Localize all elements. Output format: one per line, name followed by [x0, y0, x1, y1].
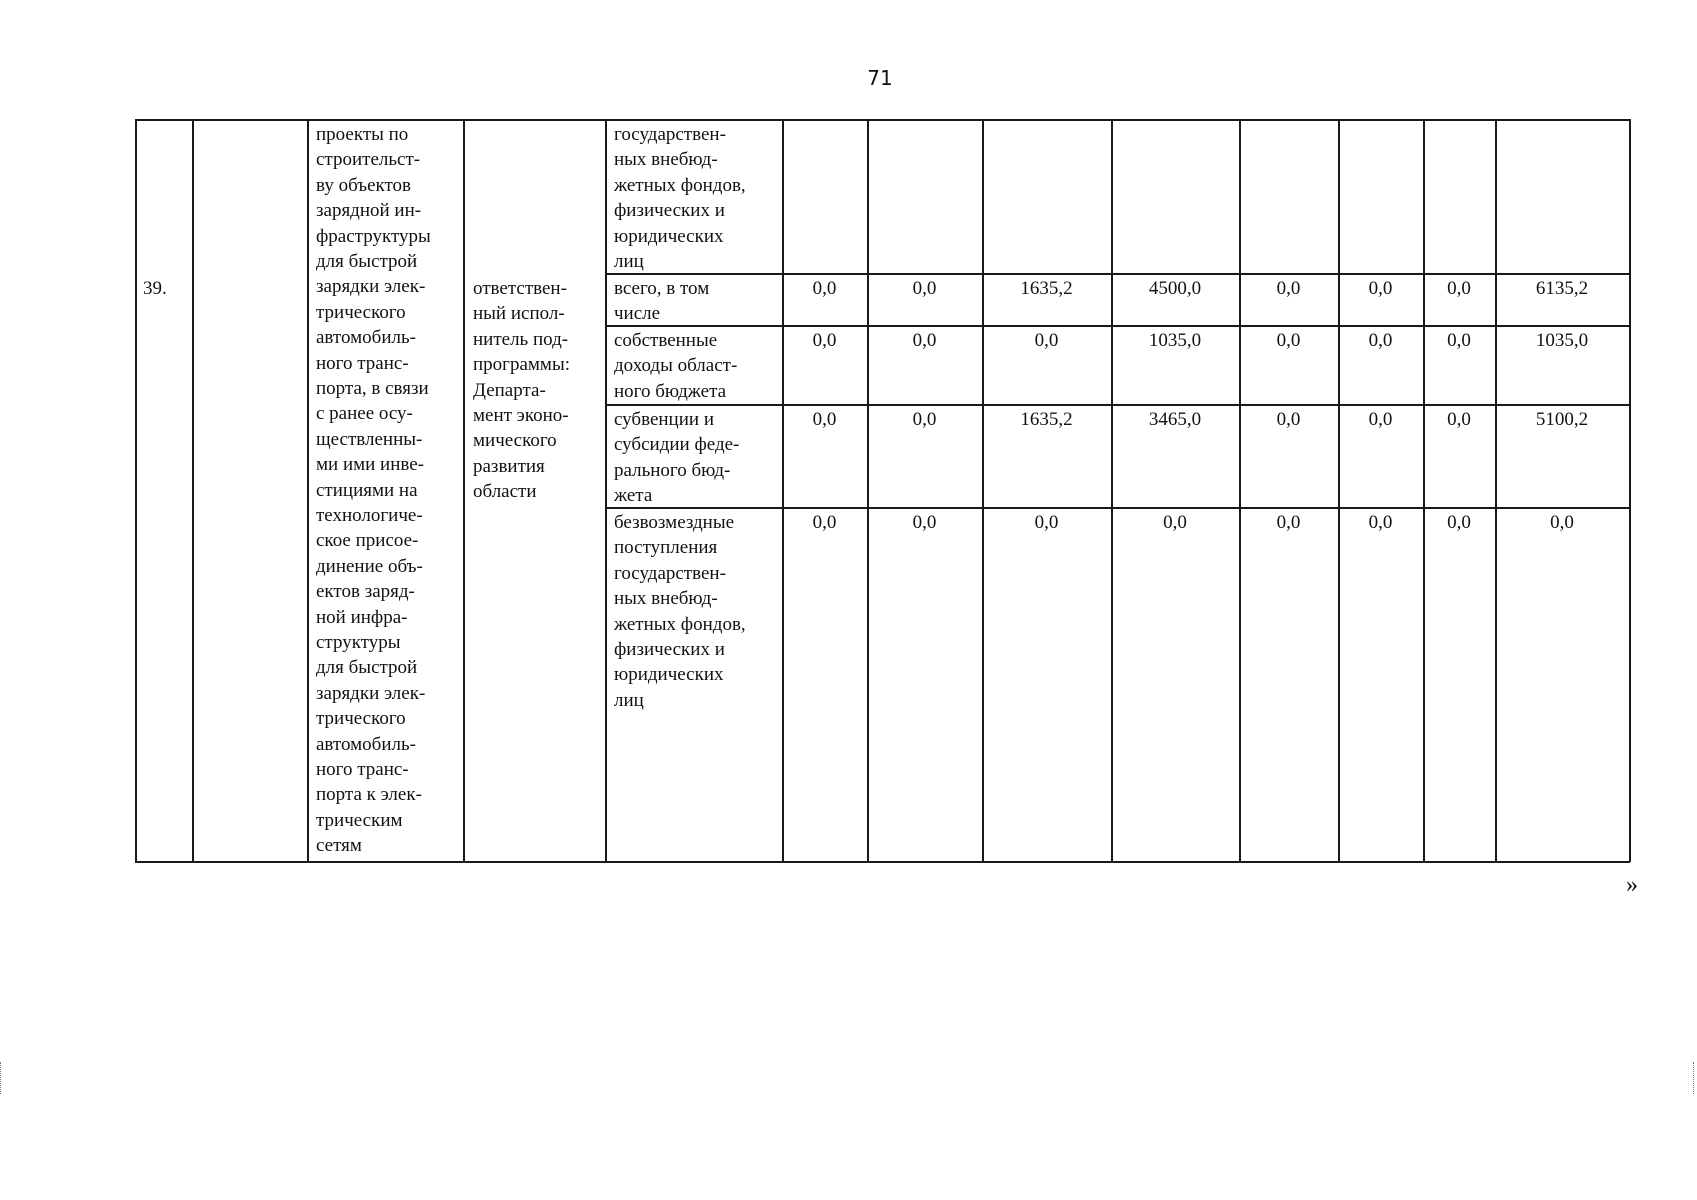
executor-line: ный испол-	[473, 303, 565, 325]
value-cell: 0,0	[1368, 409, 1393, 430]
value-cell: 0,0	[1447, 330, 1471, 351]
event-name-line: с ранее осу-	[316, 403, 413, 425]
event-name-line: автомобиль-	[316, 733, 416, 755]
value-cell: 5100,2	[1535, 409, 1589, 430]
event-name-line: ское присое-	[316, 530, 419, 552]
table-bottom-border	[135, 861, 1630, 863]
row-separator	[605, 507, 1630, 509]
funding-source-line: жетных фондов,	[614, 613, 746, 635]
value-cell: 0,0	[1447, 278, 1471, 299]
value-cell: 0,0	[912, 330, 937, 351]
value-cell: 0,0	[1368, 330, 1393, 351]
funding-source-line: поступления	[614, 537, 718, 559]
table-vline	[982, 119, 984, 862]
table-vline	[135, 119, 137, 862]
row-separator	[605, 273, 1630, 275]
funding-source-line: лиц	[614, 251, 644, 272]
executor-line: развития	[473, 455, 545, 477]
event-name-line: структуры	[316, 632, 401, 653]
funding-source-line: жета	[614, 485, 653, 507]
value-cell: 0,0	[1276, 512, 1301, 533]
closing-quote-mark: »	[1626, 872, 1638, 898]
event-name-line: ществленны-	[316, 428, 423, 450]
event-name-line: сетям	[316, 835, 362, 857]
funding-source-line: субвенции и	[614, 409, 714, 430]
event-name-line: ной инфра-	[316, 606, 408, 628]
event-name-line: стициями на	[316, 479, 418, 501]
funding-source-line: безвозмездные	[614, 512, 735, 533]
value-cell: 1635,2	[1020, 409, 1073, 430]
value-cell: 0,0	[812, 512, 837, 533]
value-cell: 0,0	[1447, 512, 1471, 533]
value-cell: 0,0	[1163, 512, 1187, 533]
page-number: 71	[867, 66, 893, 90]
funding-source-line: ных внебюд-	[614, 149, 718, 171]
event-name-line: порта к элек-	[316, 784, 422, 806]
value-cell: 0,0	[912, 512, 937, 533]
funding-source-line: ных внебюд-	[614, 588, 718, 610]
event-name-line: технологиче-	[316, 505, 423, 526]
value-cell: 6135,2	[1535, 278, 1589, 299]
value-cell: 0,0	[1034, 330, 1059, 351]
value-cell: 0,0	[1276, 409, 1301, 430]
funding-source-line: юридических	[614, 664, 724, 686]
table-vline	[1338, 119, 1340, 862]
funding-source-line: числе	[614, 303, 661, 325]
value-cell: 3465,0	[1148, 409, 1202, 430]
event-name-line: ектов заряд-	[316, 581, 415, 603]
event-name-line: зарядной ин-	[316, 200, 422, 222]
table-vline	[1423, 119, 1425, 862]
event-name-line: для быстрой	[316, 251, 418, 272]
right-margin-mark	[1693, 1062, 1697, 1094]
table-vline	[307, 119, 309, 862]
funding-source-line: собственные	[614, 330, 718, 351]
value-cell: 0,0	[812, 409, 837, 430]
funding-source-line: лиц	[614, 689, 644, 711]
table-vline	[463, 119, 465, 862]
value-cell: 1035,0	[1148, 330, 1202, 351]
event-name-line: для быстрой	[316, 657, 418, 679]
event-name-line: порта, в связи	[316, 378, 429, 399]
table-vline	[867, 119, 869, 862]
left-margin-mark	[0, 1062, 4, 1094]
table-top-border	[135, 119, 1630, 121]
event-name-line: трического	[316, 708, 406, 730]
value-cell: 0,0	[1368, 278, 1393, 299]
value-cell: 0,0	[1550, 512, 1574, 533]
executor-line: области	[473, 481, 537, 503]
funding-source-line: всего, в том	[614, 278, 710, 299]
funding-source-line: юридических	[614, 225, 724, 247]
funding-source-line: жетных фондов,	[614, 174, 746, 196]
funding-source-line: субсидии феде-	[614, 434, 740, 456]
event-name-line: ми ими инве-	[316, 454, 425, 476]
executor-line: нитель под-	[473, 328, 569, 350]
value-cell: 0,0	[912, 278, 937, 299]
value-cell: 4500,0	[1148, 278, 1202, 299]
table-vline	[1111, 119, 1113, 862]
value-cell: 0,0	[1276, 278, 1301, 299]
executor-line: Департа-	[473, 379, 546, 401]
value-cell: 0,0	[812, 330, 837, 351]
executor-line: мент эконо-	[473, 405, 569, 426]
value-cell: 0,0	[912, 409, 937, 430]
value-cell: 0,0	[1447, 409, 1471, 430]
value-cell: 0,0	[1276, 330, 1301, 351]
funding-source-line: физических и	[614, 639, 725, 660]
table-vline	[192, 119, 194, 862]
value-cell: 0,0	[1034, 512, 1059, 533]
funding-source-line: физических и	[614, 200, 725, 222]
table-vline	[1495, 119, 1497, 862]
event-name-line: ного транс-	[316, 759, 409, 780]
value-cell: 1035,0	[1535, 330, 1589, 351]
funding-source-line: доходы област-	[614, 355, 738, 377]
event-name-line: проекты по	[316, 124, 409, 145]
funding-source-line: рального бюд-	[614, 459, 731, 481]
executor-line: ответствен-	[473, 278, 567, 299]
row-number: 39.	[143, 278, 167, 299]
table-vline	[1239, 119, 1241, 862]
event-name-line: строительст-	[316, 149, 421, 171]
event-name-line: зарядки элек-	[316, 276, 426, 298]
event-name-line: фраструктуры	[316, 225, 431, 247]
value-cell: 0,0	[812, 278, 837, 299]
row-separator	[605, 404, 1630, 406]
event-name-line: ву объектов	[316, 174, 412, 196]
executor-line: программы:	[473, 354, 570, 376]
funding-source-line: ного бюджета	[614, 380, 727, 402]
table-vline	[782, 119, 784, 862]
funding-source-line: государствен-	[614, 562, 726, 584]
event-name-line: трическим	[316, 809, 403, 831]
event-name-line: трического	[316, 301, 406, 323]
table-vline	[605, 119, 607, 862]
table-vline	[1629, 119, 1631, 862]
funding-source-line: государствен-	[614, 124, 726, 145]
event-name-line: динение объ-	[316, 555, 423, 577]
executor-line: мического	[473, 430, 557, 452]
row-separator	[605, 325, 1630, 327]
value-cell: 0,0	[1368, 512, 1393, 533]
event-name-line: ного транс-	[316, 352, 409, 374]
value-cell: 1635,2	[1020, 278, 1073, 299]
event-name-line: зарядки элек-	[316, 682, 426, 704]
event-name-line: автомобиль-	[316, 327, 416, 349]
